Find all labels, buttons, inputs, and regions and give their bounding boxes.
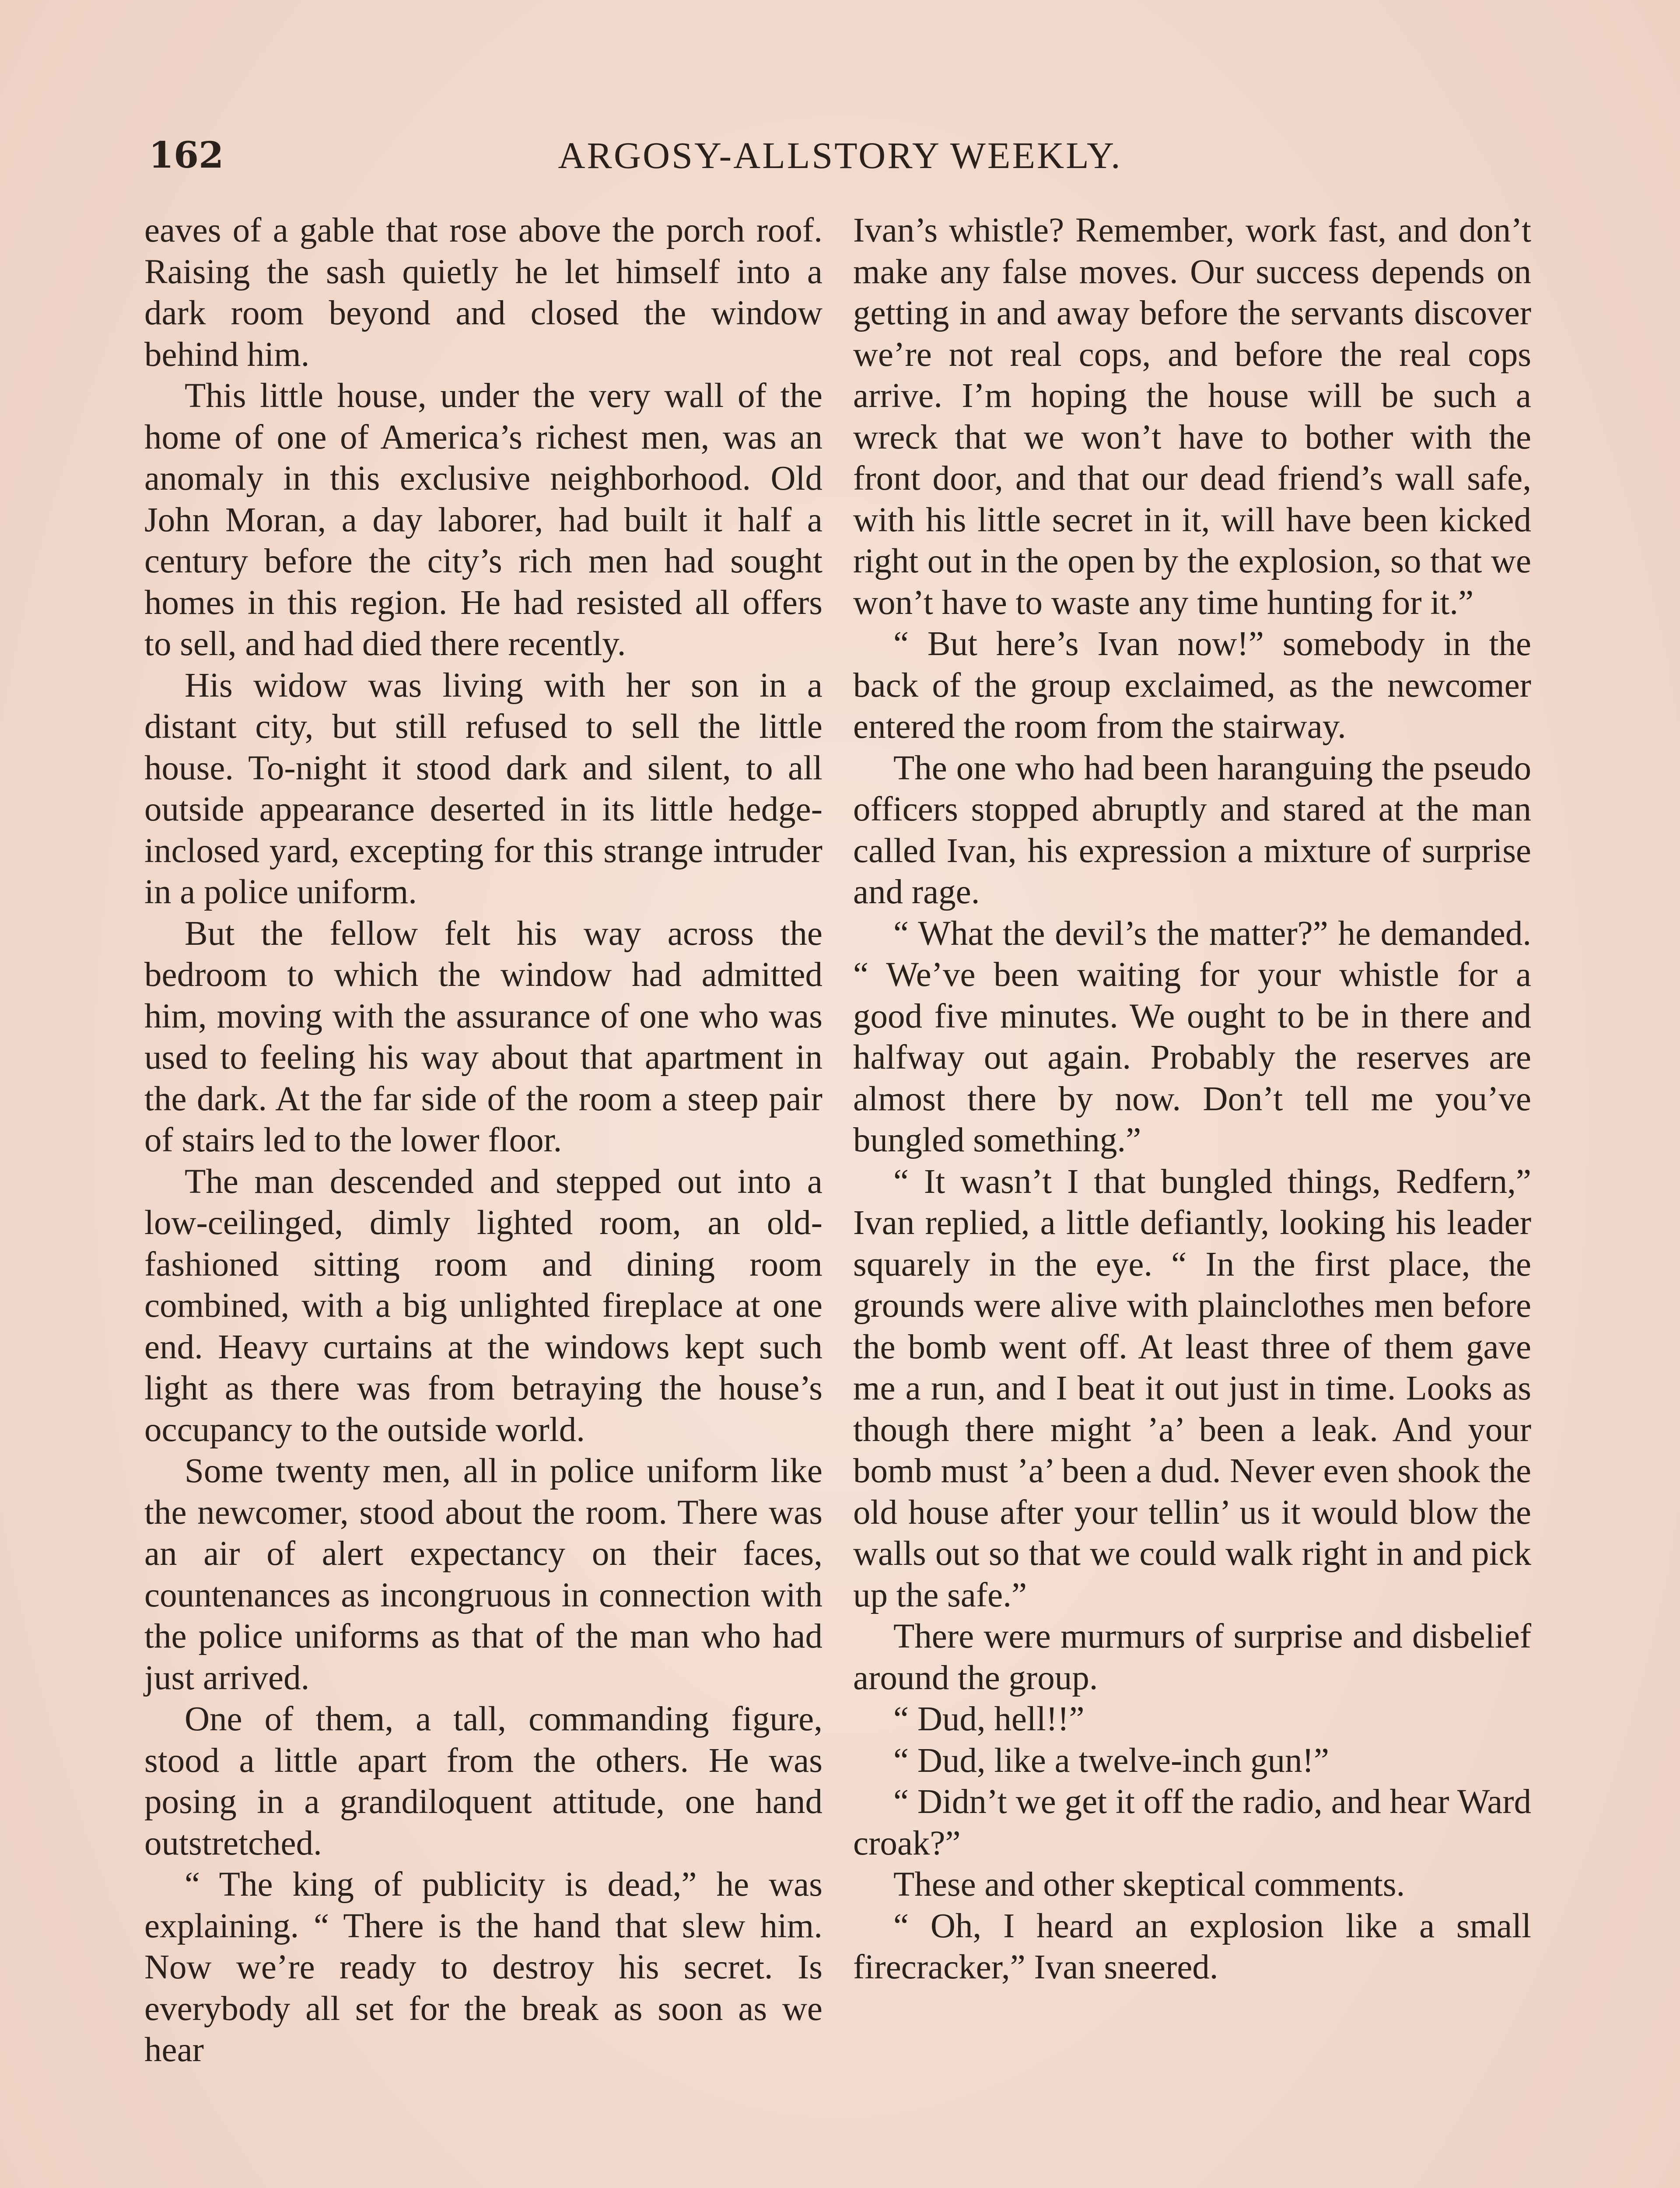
paragraph: Ivan’s whistle? Remember, work fast, and don’t make any false moves. Our success depends on getting in and away before the servants discover we’re not real cops, and before the real cops arrive. I’m hoping the house will be such a wreck that we won’t have to bother with the front door, and that our dead friend’s wall safe, with his little secret in it, will have been kicked right out in the open by the explosion, so that we won’t have to waste any time hunting for it.” <box>853 211 1531 622</box>
paragraph: There were murmurs of surprise and disbelief around the group. <box>853 1617 1531 1697</box>
paragraph: His widow was living with her son in a distant city, but still refused to sell the little house. To-night it stood dark and silent, to all outside appearance deserted in its little hedge-inclosed yard, excepting for this strange intruder in a police uniform. <box>144 666 822 911</box>
paragraph: “ But here’s Ivan now!” somebody in the back of the group exclaimed, as the newcomer entered the room from the stairway. <box>853 625 1531 746</box>
paragraph: “ Didn’t we get it off the radio, and hear Ward croak?” <box>853 1783 1531 1862</box>
paragraph: One of them, a tall, commanding figure, stood a little apart from the others. He was posing in a grandiloquent attitude, one hand outstretched. <box>144 1700 822 1862</box>
paragraph: “ What the devil’s the matter?” he demanded. “ We’ve been waiting for your whistle for a good five minutes. We ought to be in there and halfway out again. Probably the reserves are almost there by now. Don’t tell me you’ve bungled something.” <box>853 914 1531 1159</box>
paragraph: “ Oh, I heard an explosion like a small firecracker,” Ivan sneered. <box>853 1907 1531 1986</box>
paragraph: Some twenty men, all in police uniform like the newcomer, stood about the room. There was an air of alert expectancy on their faces, countenances as incongruous in connection with the police uniforms as that of the man who had just arrived. <box>144 1452 822 1697</box>
paragraph: eaves of a gable that rose above the porch roof. Raising the sash quietly he let himself into a dark room beyond and closed the window behind him. <box>144 211 822 374</box>
running-head: ARGOSY-ALLSTORY WEEKLY. <box>558 134 1122 176</box>
page-header <box>149 131 1531 179</box>
paragraph: “ Dud, hell!!” <box>893 1700 1085 1738</box>
paragraph: “ Dud, like a twelve-inch gun!” <box>893 1741 1329 1780</box>
paragraph: “ It wasn’t I that bungled things, Redfern,” Ivan replied, a little defiantly, looking his leader squarely in the eye. “ In the first place, the grounds were alive with plainclothes men before the bomb went off. At least three of them gave me a run, and I beat it out just in time. Looks as though there might ’a’ been a leak. And your bomb must ’a’ been a dud. Never even shook the old house after your tellin’ us it would blow the walls out so that we could walk right in and pick up the safe.” <box>853 1162 1531 1614</box>
paragraph: The man descended and stepped out into a low-ceilinged, dimly lighted room, an old-fashioned sitting room and dining room combined, with a big unlighted fireplace at one end. Heavy curtains at the windows kept such light as there was from betraying the house’s occupancy to the outside world. <box>144 1162 822 1449</box>
page-number: 162 <box>149 134 224 176</box>
paragraph: This little house, under the very wall of the home of one of America’s richest men, was an anomaly in this exclusive neighborhood. Old John Moran, a day laborer, had built it half a century before the city’s rich men had sought homes in this region. He had resisted all offers to sell, and had died there recently. <box>144 377 822 663</box>
paragraph: But the fellow felt his way across the bedroom to which the window had admitted him, moving with the assurance of one who was used to feeling his way about that apartment in the dark. At the far side of the room a steep pair of stairs led to the lower floor. <box>144 914 822 1159</box>
left-column <box>144 210 822 2071</box>
paragraph: “ The king of publicity is dead,” he was explaining. “ There is the hand that slew him. Now we’re ready to destroy his secret. Is everybody all set for the break as soon as we hear <box>144 1865 822 2069</box>
paragraph: The one who had been haranguing the pseudo officers stopped abruptly and stared at the man called Ivan, his expression a mixture of surprise and rage. <box>853 749 1531 911</box>
right-column <box>853 210 1531 1988</box>
paragraph: These and other skeptical comments. <box>893 1865 1405 1904</box>
